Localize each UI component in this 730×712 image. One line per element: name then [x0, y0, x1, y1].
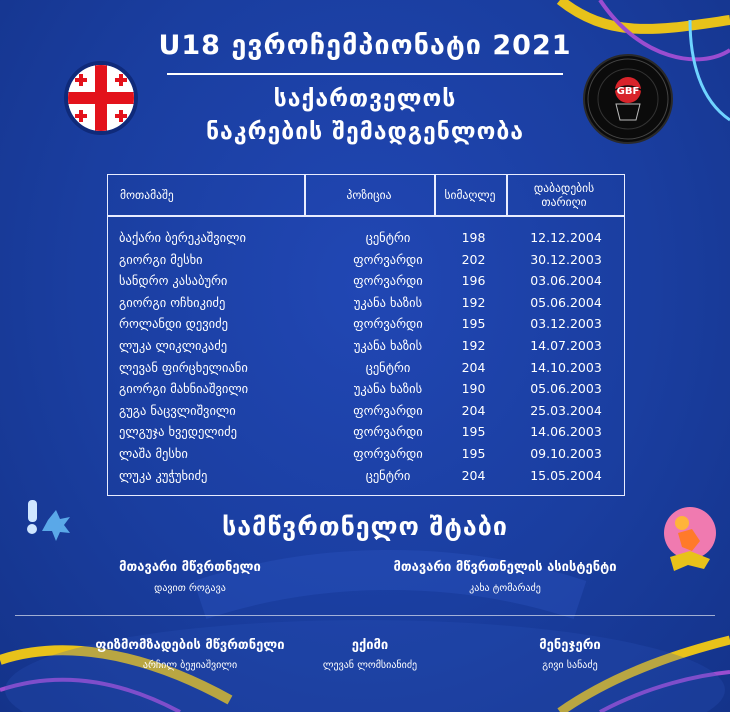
- table-row: სანდრო კასაბური ფორვარდი 196 03.06.2004: [119, 273, 602, 289]
- staff-section-title: სამწვრთნელო შტაბი: [222, 512, 508, 541]
- table-row: გიორგი ოჩხიკიძე უკანა ხაზის 192 05.06.2004: [119, 294, 602, 310]
- roster-table: [107, 174, 625, 496]
- staff-name-head-coach: დავით როგავა: [154, 583, 226, 594]
- staff-role-doctor: ექიმი: [351, 638, 389, 653]
- page-title: U18 ევროჩემპიონატი 2021: [158, 30, 572, 61]
- table-row: ლევან ფირცხელიანი ცენტრი 204 14.10.2003: [119, 359, 602, 375]
- title-divider: [167, 73, 563, 75]
- staff-role-assistant-coach: მთავარი მწვრთნელის ასისტენტი: [393, 560, 617, 575]
- table-row: ლუკა კუჭუხიძე ცენტრი 204 15.05.2004: [119, 467, 602, 483]
- table-row: როლანდი დევიძე ფორვარდი 195 03.12.2003: [119, 316, 602, 332]
- subtitle-line-2: ნაკრების შემადგენლობა: [205, 119, 525, 145]
- col-header-position: პოზიცია: [346, 188, 392, 202]
- gbf-logo: [583, 54, 673, 144]
- table-row: გიორგი მახნიაშვილი უკანა ხაზის 190 05.06.2003: [119, 381, 602, 397]
- table-row: ლაშა მესხი ფორვარდი 195 09.10.2003: [119, 445, 602, 461]
- table-row: გიორგი მესხი ფორვარდი 202 30.12.2003: [119, 251, 602, 267]
- staff-role-manager: მენეჯერი: [539, 638, 601, 653]
- staff-name-fitness-coach: არჩილ ბეჟიაშვილი: [142, 660, 238, 671]
- staff-role-fitness-coach: ფიზმომზადების მწვრთნელი: [95, 638, 285, 653]
- staff-name-manager: გივი სანაძე: [542, 660, 598, 671]
- staff-role-head-coach: მთავარი მწვრთნელი: [119, 560, 261, 575]
- table-row: ბაქარი ბერეკაშვილი ცენტრი 198 12.12.2004: [119, 230, 602, 245]
- roster-rows: [108, 227, 624, 486]
- table-row: გუგა ნაცვლიშვილი ფორვარდი 204 25.03.2004: [119, 402, 602, 418]
- staff-name-doctor: ლევან ლომსიანიძე: [322, 660, 418, 671]
- table-row: ელგუჯა ხვედელიძე ფორვარდი 195 14.06.2003: [119, 424, 602, 440]
- staff-name-assistant-coach: კახა ტომარაძე: [469, 583, 541, 594]
- col-header-height: სიმაღლე: [444, 188, 496, 202]
- staff-divider: [15, 615, 715, 616]
- logo-text: GBF: [616, 86, 640, 97]
- subtitle-line-1: საქართველოს: [273, 86, 457, 112]
- col-header-dob: დაბადების თარიღი: [533, 181, 595, 209]
- table-row: ლუკა ლიკლიკაძე უკანა ხაზის 192 14.07.2003: [119, 337, 602, 353]
- georgia-flag-icon: [64, 61, 138, 135]
- col-header-player: მოთამაშე: [120, 188, 174, 202]
